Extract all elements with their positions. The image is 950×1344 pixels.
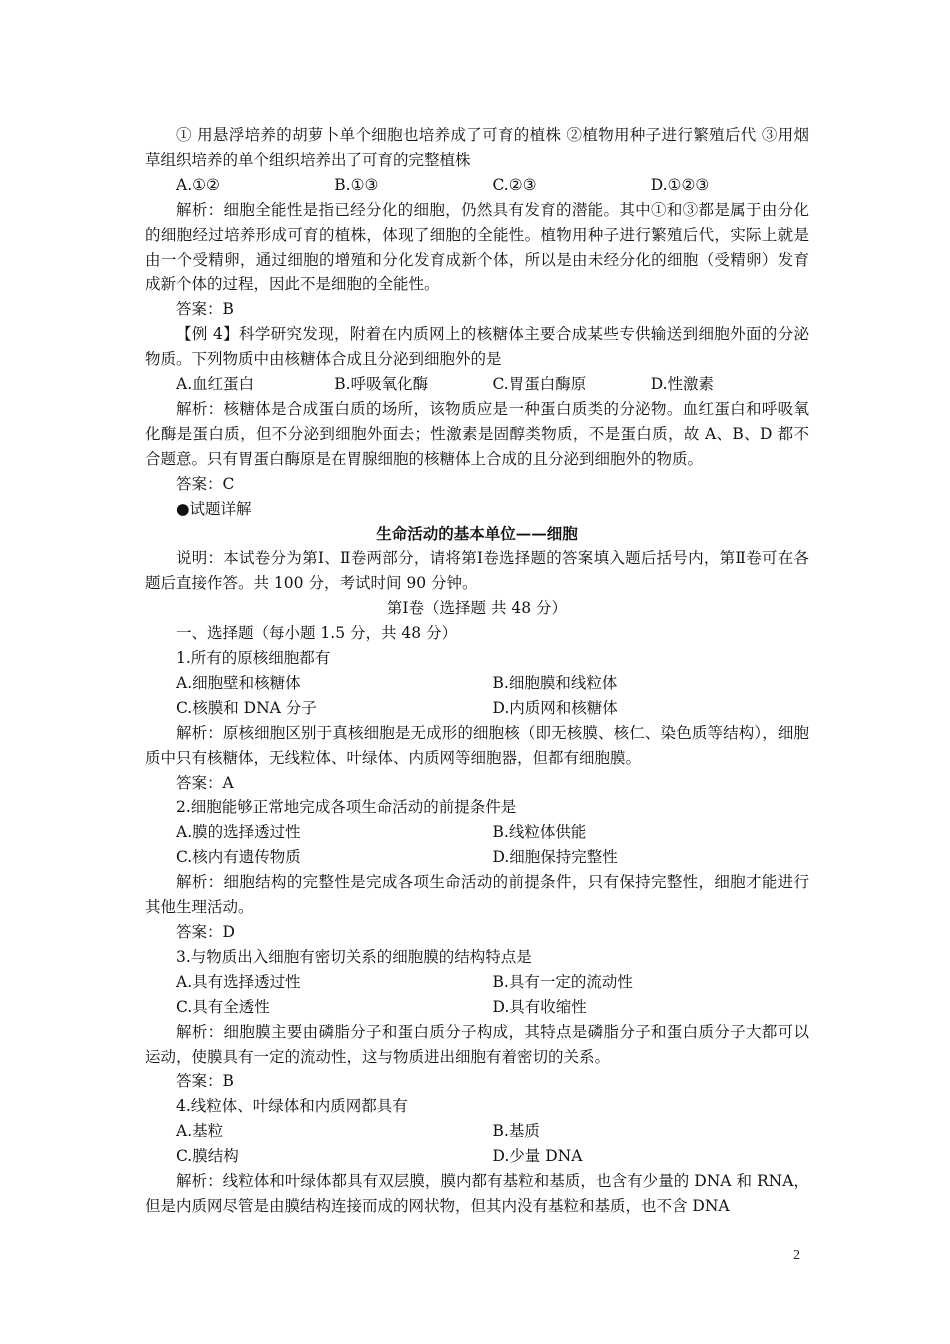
- question-1-answer: 答案：A: [176, 773, 234, 792]
- question-2-answer: 答案：D: [176, 923, 235, 941]
- prev-options: [145, 173, 809, 198]
- section1-heading: 一、选择题（每小题 1.5 分，共 48 分）: [176, 624, 458, 643]
- option-a: A.血红蛋白: [176, 375, 255, 394]
- question-3-analysis: 解析：细胞膜主要由磷脂分子和蛋白质分子构成，其特点是磷脂分子和蛋白质分子大都可以运动，使膜具有一定的流动性，这与物质进出细胞有着密切的关系。: [145, 1022, 809, 1066]
- question-1-stem: 1.所有的原核细胞都有: [176, 649, 331, 668]
- option-a: A.膜的选择透过性: [176, 823, 301, 842]
- option-b: B.呼吸氧化酶: [334, 375, 429, 394]
- question-4-stem: 4.线粒体、叶绿体和内质网都具有: [176, 1097, 408, 1116]
- exam-note: 说明：本试卷分为第Ⅰ、Ⅱ卷两部分，请将第Ⅰ卷选择题的答案填入题后括号内，第Ⅱ卷可在各题后直接作答。共 100 分，考试时间 90 分钟。: [145, 549, 809, 593]
- option-b: B.具有一定的流动性: [492, 972, 633, 991]
- option-c: C.②③: [492, 175, 537, 194]
- example4-answer: 答案：C: [176, 474, 235, 493]
- option-b: B.①③: [334, 175, 379, 194]
- option-d: D.具有收缩性: [492, 997, 587, 1016]
- question-4-options-row1: [145, 1119, 809, 1144]
- option-c: C.具有全透性: [176, 997, 270, 1016]
- question-2-analysis: 解析：细胞结构的完整性是完成各项生命活动的前提条件，只有保持完整性，细胞才能进行其他生理活动。: [145, 873, 809, 917]
- question-3-options-row2: [145, 995, 809, 1020]
- question-4-options-row2: [145, 1144, 809, 1169]
- question-1-options-row2: [145, 696, 809, 721]
- question-3-stem: 3.与物质出入细胞有密切关系的细胞膜的结构特点是: [176, 947, 532, 966]
- option-a: A.基粒: [176, 1122, 224, 1141]
- example4-analysis: 解析：核糖体是合成蛋白质的场所，该物质应是一种蛋白质类的分泌物。血红蛋白和呼吸氧化酶是蛋白质，但不分泌到细胞外面去；性激素是固醇类物质，不是蛋白质，故 A、B、D 都不合题意。只有胃蛋白酶原是在胃腺细胞的核糖体上合成的且分泌到细胞外的物质。: [145, 399, 809, 468]
- prev-answer: 答案：B: [176, 300, 234, 319]
- question-1-options-row1: [145, 671, 809, 696]
- question-3-answer: 答案：B: [176, 1072, 234, 1091]
- option-a: A.具有选择透过性: [176, 972, 301, 991]
- option-c: C.核内有遗传物质: [176, 848, 301, 867]
- example4-stem: 【例 4】科学研究发现，附着在内质网上的核糖体主要合成某些专供输送到细胞外面的分泌物质。下列物质中由核糖体合成且分泌到细胞外的是: [145, 325, 809, 369]
- option-c: C.膜结构: [176, 1147, 239, 1166]
- document-page: [145, 123, 809, 1219]
- option-a: A.细胞壁和核糖体: [176, 673, 301, 692]
- prev-question-stem: ① 用悬浮培养的胡萝卜单个细胞也培养成了可育的植株 ②植物用种子进行繁殖后代 ③用烟草组织培养的单个组织培养出了可育的完整植株: [145, 126, 809, 169]
- example4-options: [145, 372, 809, 397]
- option-d: D.①②③: [650, 175, 710, 194]
- page-number: 2: [793, 1248, 800, 1263]
- option-c: C.胃蛋白酶原: [492, 375, 587, 394]
- section-bullet-heading: ●试题详解: [176, 499, 252, 518]
- question-2-stem: 2.细胞能够正常地完成各项生命活动的前提条件是: [176, 798, 517, 817]
- option-d: D.内质网和核糖体: [492, 698, 618, 717]
- question-2-options-row1: [145, 820, 809, 845]
- exam-title: 生命活动的基本单位——细胞: [376, 523, 578, 543]
- prev-analysis: 解析：细胞全能性是指已经分化的细胞，仍然具有发育的潜能。其中①和③都是属于由分化的细胞经过培养形成可育的植株，体现了细胞的全能性。植物用种子进行繁殖后代，实际上就是由一个受精卵，通过细胞的增殖和分化发育成新个体，所以是由未经分化的细胞（受精卵）发育成新个体的过程，因此不是细胞的全能性。: [145, 200, 809, 294]
- option-d: D.性激素: [650, 375, 715, 394]
- option-d: D.少量 DNA: [492, 1147, 583, 1166]
- option-b: B.细胞膜和线粒体: [492, 673, 618, 692]
- option-d: D.细胞保持完整性: [492, 848, 618, 867]
- question-3-options-row1: [145, 970, 809, 995]
- option-b: B.基质: [492, 1122, 540, 1141]
- part1-title: 第Ⅰ卷（选择题 共 48 分）: [386, 599, 568, 618]
- option-b: B.线粒体供能: [492, 823, 587, 842]
- option-c: C.核膜和 DNA 分子: [176, 698, 317, 717]
- question-2-options-row2: [145, 845, 809, 870]
- question-1-analysis: 解析：原核细胞区别于真核细胞是无成形的细胞核（即无核膜、核仁、染色质等结构），细胞质中只有核糖体，无线粒体、叶绿体、内质网等细胞器，但都有细胞膜。: [145, 723, 809, 767]
- option-a: A.①②: [176, 175, 220, 194]
- question-4-analysis: 解析：线粒体和叶绿体都具有双层膜，膜内都有基粒和基质，也含有少量的 DNA 和 RNA，但是内质网尽管是由膜结构连接而成的网状物，但其内没有基粒和基质，也不含 DNA: [145, 1172, 809, 1215]
